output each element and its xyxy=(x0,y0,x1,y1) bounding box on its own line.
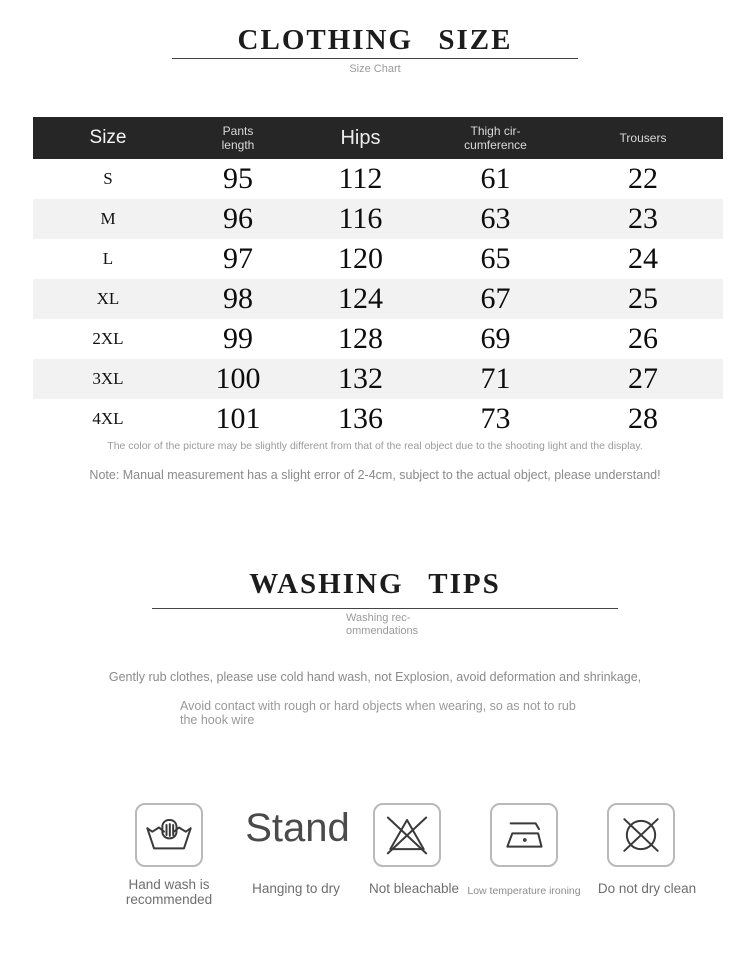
clothing-size-title: CLOTHING SIZE xyxy=(237,24,513,56)
cell-thigh: 67 xyxy=(480,282,511,315)
cell-trousers: 23 xyxy=(628,202,658,235)
color-disclaimer: The color of the picture may be slightly different from that of the real object due to the shooting light and the display. xyxy=(107,440,643,452)
low-iron-caption: Low temperature ironing xyxy=(467,885,581,897)
row-size-label: 2XL xyxy=(92,329,124,348)
table-row xyxy=(33,239,723,279)
row-size-label: M xyxy=(100,209,116,228)
table-row xyxy=(33,199,723,239)
row-size-label: 3XL xyxy=(92,369,124,388)
cell-trousers: 25 xyxy=(628,282,658,315)
table-row xyxy=(33,359,723,399)
cell-thigh: 69 xyxy=(480,322,511,355)
cell-hips: 120 xyxy=(338,242,383,275)
clothing-size-divider xyxy=(172,58,578,59)
hand-wash-caption: Hand wash is recommended xyxy=(125,877,213,907)
cell-hips: 124 xyxy=(338,282,383,315)
cell-trousers: 27 xyxy=(628,362,658,395)
size-table-body xyxy=(33,159,723,439)
washing-subtitle: Washing rec- ommendations xyxy=(346,612,419,637)
hand-wash-icon xyxy=(135,803,203,867)
cell-pants-length: 101 xyxy=(215,402,261,435)
size-chart-subtitle: Size Chart xyxy=(349,63,401,75)
cell-trousers: 28 xyxy=(628,402,658,435)
no-dry-clean-icon xyxy=(607,803,675,867)
cell-pants-length: 98 xyxy=(223,282,253,315)
header-hips: Hips xyxy=(340,126,381,149)
measurement-note: Note: Manual measurement has a slight error of 2-4cm, subject to the actual object, please understand! xyxy=(89,468,661,482)
header-thigh-circumference: Thigh cir- cumference xyxy=(464,123,527,152)
row-size-label: S xyxy=(103,169,113,188)
table-row xyxy=(33,279,723,319)
cell-hips: 132 xyxy=(338,362,383,395)
cell-trousers: 22 xyxy=(628,162,658,195)
table-row xyxy=(33,319,723,359)
cell-pants-length: 100 xyxy=(215,362,261,395)
row-size-label: 4XL xyxy=(92,409,124,428)
washing-tips-title: WASHING TIPS xyxy=(249,568,501,600)
cell-thigh: 71 xyxy=(480,362,511,395)
cell-hips: 136 xyxy=(338,402,383,435)
stand-label: Stand xyxy=(245,806,350,850)
cell-thigh: 73 xyxy=(480,402,511,435)
cell-hips: 116 xyxy=(338,202,383,235)
cell-pants-length: 95 xyxy=(223,162,253,195)
row-size-label: L xyxy=(102,249,114,268)
cell-trousers: 26 xyxy=(628,322,658,355)
no-dry-clean-caption: Do not dry clean xyxy=(597,881,697,896)
washing-tip-2: Avoid contact with rough or hard objects when wearing, so as not to rub the hook wire xyxy=(180,699,576,727)
no-bleach-icon xyxy=(373,803,441,867)
hang-dry-caption: Hanging to dry xyxy=(252,881,340,896)
table-row xyxy=(33,399,723,439)
washing-tips-divider xyxy=(152,608,618,609)
header-pants-length: Pants length xyxy=(221,123,255,152)
row-size-label: XL xyxy=(96,289,120,308)
header-trousers: Trousers xyxy=(619,130,667,145)
cell-thigh: 63 xyxy=(480,202,511,235)
cell-pants-length: 96 xyxy=(223,202,253,235)
cell-pants-length: 97 xyxy=(223,242,253,275)
cell-thigh: 61 xyxy=(480,162,511,195)
washing-tip-1: Gently rub clothes, please use cold hand wash, not Explosion, avoid deformation and shrinkage, xyxy=(108,670,642,684)
table-row xyxy=(33,159,723,199)
cell-hips: 128 xyxy=(338,322,383,355)
cell-trousers: 24 xyxy=(628,242,658,275)
no-bleach-caption: Not bleachable xyxy=(368,881,460,896)
low-iron-icon xyxy=(490,803,558,867)
header-size: Size xyxy=(89,127,127,148)
cell-hips: 112 xyxy=(338,162,383,195)
cell-pants-length: 99 xyxy=(223,322,253,355)
cell-thigh: 65 xyxy=(480,242,511,275)
size-table-header xyxy=(33,117,723,159)
